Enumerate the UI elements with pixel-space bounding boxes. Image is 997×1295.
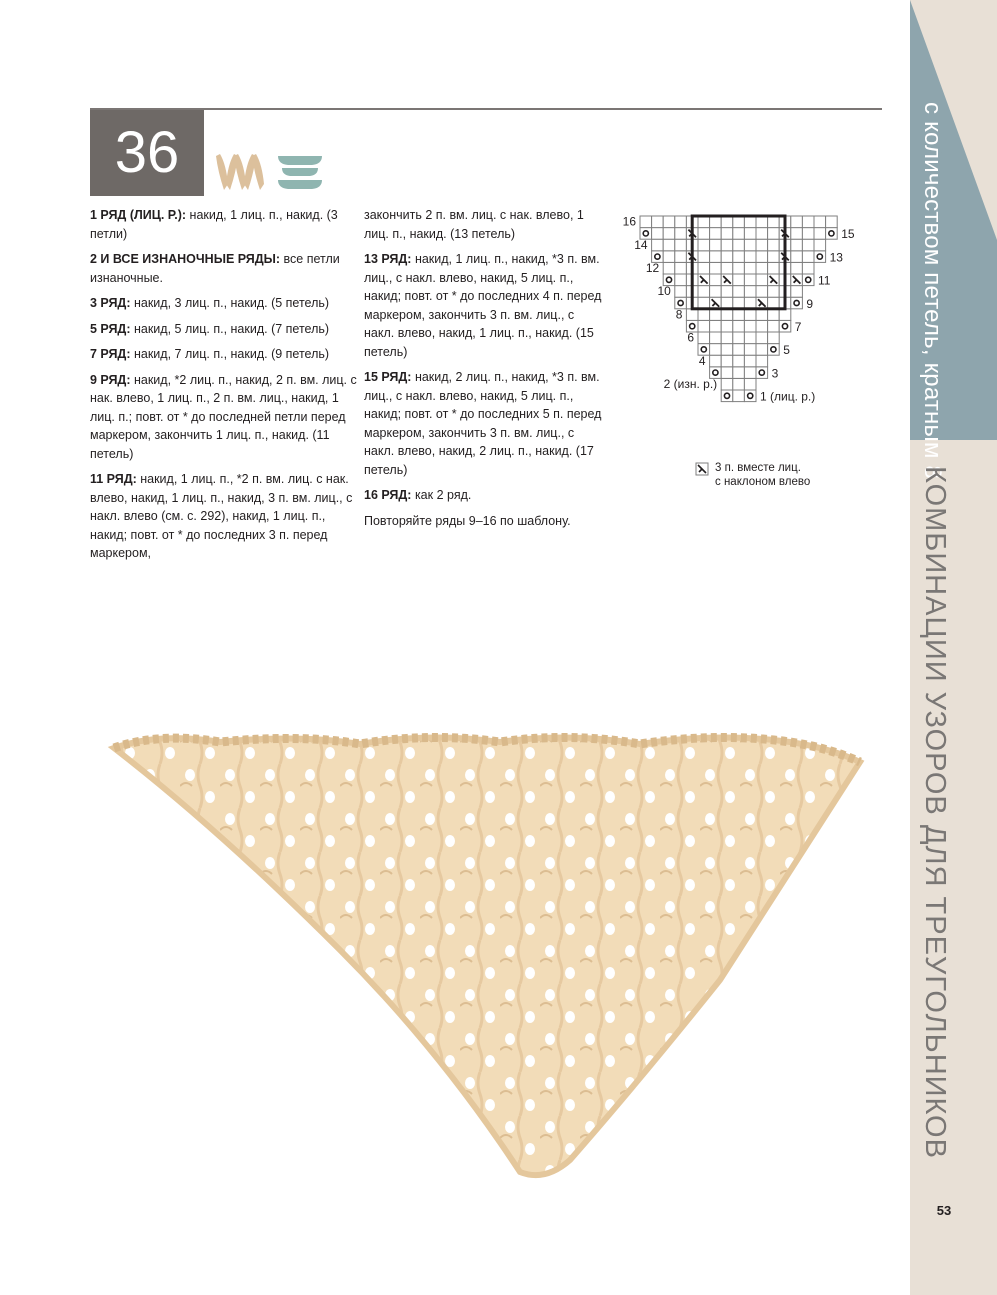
chart-cell — [710, 216, 722, 228]
chart-cell — [802, 216, 814, 228]
chart-cell — [675, 251, 687, 263]
chart-cell — [721, 216, 733, 228]
chart-cell — [744, 262, 756, 274]
row-text: накид, 1 лиц. п., накид, *3 п. вм. лиц., с накл. влево, накид, 5 лиц. п., накид; повт. от * до последних 4 п. перед маркером, закончить 3 п. вм. лиц., с накл. влево, накид, 1 лиц. п., накид. (15 петель) — [364, 252, 602, 359]
instruction-paragraph — [364, 368, 604, 479]
instruction-paragraph — [90, 320, 360, 339]
chart-cell — [721, 286, 733, 298]
chart-cell — [779, 320, 791, 332]
chart-cell — [710, 309, 722, 321]
instructions-column-2 — [364, 206, 604, 537]
instruction-paragraph — [364, 486, 604, 505]
chart-cell — [756, 367, 768, 379]
chart-cell — [675, 239, 687, 251]
row-number-right: 5 — [783, 343, 790, 358]
chart-cell — [768, 320, 780, 332]
row-text: накид, 3 лиц. п., накид. (5 петель) — [130, 296, 330, 310]
row-text: накид, 1 лиц. п., накид. (3 петли) — [90, 208, 338, 241]
row-number-left: 12 — [645, 261, 660, 275]
chart-cell — [710, 320, 722, 332]
chart-cell — [791, 216, 803, 228]
row-label: 3 РЯД: — [90, 296, 131, 310]
chapter-sidebar — [910, 0, 997, 1295]
instruction-paragraph — [364, 512, 604, 531]
chart-cell — [756, 216, 768, 228]
chart-cell — [721, 251, 733, 263]
row-label: 7 РЯД: — [90, 347, 131, 361]
chart-cell — [710, 239, 722, 251]
chart-cell — [652, 216, 664, 228]
sidebar-subtitle: с количеством петель, кратным 8 — [919, 102, 946, 480]
chart-cell — [768, 297, 780, 309]
chart-cell — [698, 309, 710, 321]
chart-cell — [721, 390, 733, 402]
chart-cell — [652, 228, 664, 240]
chart-cell — [756, 228, 768, 240]
chart-cell — [744, 367, 756, 379]
chart-cell — [756, 251, 768, 263]
chart-cell — [721, 378, 733, 390]
chart-cell — [721, 239, 733, 251]
chart-cell — [802, 274, 814, 286]
chart-cell — [756, 344, 768, 356]
instruction-paragraph — [364, 206, 604, 243]
chart-cell — [710, 251, 722, 263]
chart-cell — [710, 344, 722, 356]
chart-cell — [756, 274, 768, 286]
chart-cell — [733, 320, 745, 332]
row-label: 15 РЯД: — [364, 370, 412, 384]
chart-cell — [663, 239, 675, 251]
instructions-column-1 — [90, 206, 360, 570]
chart-cell — [744, 309, 756, 321]
chart-cell — [733, 216, 745, 228]
sidebar-title: КОМБИНАЦИИ УЗОРОВ ДЛЯ ТРЕУГОЛЬНИКОВ — [919, 466, 951, 1159]
page-number: 53 — [936, 1203, 952, 1218]
row-label: 11 РЯД: — [90, 472, 137, 486]
chart-cell — [756, 262, 768, 274]
chart-cell — [733, 309, 745, 321]
row-label: 13 РЯД: — [364, 252, 412, 266]
chart-cell — [686, 309, 698, 321]
row-number-right: 11 — [818, 273, 831, 288]
chart-cell — [675, 216, 687, 228]
chart-cell — [733, 274, 745, 286]
row-number-left: 10 — [657, 284, 671, 299]
row-number-left: 4 — [698, 353, 706, 368]
chart-cell — [826, 216, 838, 228]
row-number-left: 14 — [634, 237, 648, 252]
chart-cell — [698, 216, 710, 228]
row-number-right: 9 — [806, 296, 814, 311]
legend-line-1: 3 п. вместе лиц. — [715, 462, 801, 474]
row-number-left: 8 — [675, 307, 683, 322]
chart-cell — [721, 320, 733, 332]
chart-cell — [768, 239, 780, 251]
chart-cell — [663, 251, 675, 263]
chart-cell — [791, 262, 803, 274]
chart-cell — [768, 251, 780, 263]
chart-cell — [698, 239, 710, 251]
chart-cell — [744, 286, 756, 298]
row-number-right: 15 — [841, 227, 855, 242]
row-number-right: 3 — [771, 366, 779, 381]
chart-cell — [768, 332, 780, 344]
chart-cell — [802, 239, 814, 251]
chart-cell — [756, 286, 768, 298]
row-label: 2 И ВСЕ ИЗНАНОЧНЫЕ РЯДЫ: — [90, 252, 281, 266]
chart-cell — [675, 274, 687, 286]
chart-cell — [710, 286, 722, 298]
pattern-icons — [214, 150, 329, 194]
chart-cell — [791, 251, 803, 263]
chart-cell — [791, 297, 803, 309]
chart-cell — [721, 228, 733, 240]
row-label: 16 РЯД: — [364, 488, 412, 502]
row-text: закончить 2 п. вм. лиц. с нак. влево, 1 лиц. п., накид. (13 петель) — [364, 208, 584, 241]
chart-cell — [802, 251, 814, 263]
chart-cell — [698, 286, 710, 298]
chart-cell — [733, 239, 745, 251]
chart-cell — [721, 262, 733, 274]
chart-cell — [768, 228, 780, 240]
chart-cell — [814, 239, 826, 251]
row-label: 1 РЯД (ЛИЦ. Р.): — [90, 208, 187, 222]
chart-cell — [744, 274, 756, 286]
chart-cell — [744, 378, 756, 390]
chart-cell — [744, 228, 756, 240]
instruction-paragraph — [364, 250, 604, 361]
swatch-shape — [114, 737, 860, 1175]
chart-cell — [710, 274, 722, 286]
chart-cell — [733, 367, 745, 379]
row-number-right: 1 (лиц. р.) — [760, 389, 816, 404]
instruction-paragraph — [90, 371, 360, 464]
row-number-left: 6 — [687, 330, 694, 345]
instruction-paragraph — [90, 206, 360, 243]
chart-cell — [675, 262, 687, 274]
chart-cell — [802, 262, 814, 274]
chart-cell — [733, 251, 745, 263]
chart-cell — [675, 228, 687, 240]
row-number-left: 16 — [622, 214, 636, 229]
chart-cell — [791, 286, 803, 298]
chart-cell — [744, 344, 756, 356]
chart-cell — [814, 251, 826, 263]
chart-cell — [710, 228, 722, 240]
chart-cell — [663, 262, 675, 274]
chart-cell — [721, 367, 733, 379]
chart-cell — [721, 355, 733, 367]
chart-cell — [698, 228, 710, 240]
chart-cell — [721, 332, 733, 344]
chart-cell — [744, 216, 756, 228]
row-label: 5 РЯД: — [90, 321, 131, 336]
chart-cell — [768, 344, 780, 356]
row-label: 9 РЯД: — [90, 372, 131, 387]
chart-cell — [744, 320, 756, 332]
chart-cell — [733, 262, 745, 274]
row-number-right: 13 — [829, 250, 843, 265]
row-text: накид, 7 лиц. п., накид. (9 петель) — [130, 347, 330, 361]
chart-cell — [733, 332, 745, 344]
chart-cell — [756, 309, 768, 321]
chart-cell — [756, 320, 768, 332]
instruction-paragraph — [90, 345, 360, 364]
row-text: как 2 ряд. — [411, 488, 472, 502]
row-text: накид, 2 лиц. п., накид, *3 п. вм. лиц., с накл. влево, накид, 5 лиц. п., накид; повт. от * до последних 5 п. перед маркером, закончить 3 п. вм. лиц., с накл. влево, накид, 2 лиц. п., накид. (17 петель) — [364, 370, 602, 477]
chart-cell — [698, 332, 710, 344]
top-rule — [90, 108, 882, 110]
row-text: все петли изнаночные. — [90, 252, 340, 285]
chart-cell — [663, 228, 675, 240]
chart-cell — [710, 332, 722, 344]
chart-cell — [791, 239, 803, 251]
chart-cell — [744, 251, 756, 263]
chart-cell — [814, 216, 826, 228]
chart-cell — [756, 239, 768, 251]
chart-cell — [791, 228, 803, 240]
chart-cell — [768, 262, 780, 274]
chart-cell — [733, 390, 745, 402]
chart-cell — [698, 297, 710, 309]
knit-stitches-icon — [216, 154, 264, 190]
chart-cell — [698, 320, 710, 332]
chart-cell — [640, 216, 652, 228]
chart-cell — [768, 286, 780, 298]
chart-cell — [698, 251, 710, 263]
row-text: накид, 1 лиц. п., *2 п. вм. лиц. с нак. влево, накид, 1 лиц. п., накид, 3 п. вм. лиц., с накл. влево (см. с. 292), накид, 1 лиц. п., накид; повт. от * до последних 3 п. перед маркером, — [90, 472, 353, 560]
instruction-paragraph — [90, 250, 360, 287]
row-number-right: 7 — [794, 320, 802, 334]
chart-cell — [733, 378, 745, 390]
chart-cell — [826, 228, 838, 240]
chart-cell — [744, 390, 756, 402]
chart-cell — [756, 332, 768, 344]
legend-line-2: с наклоном влево — [715, 476, 811, 488]
chart-cell — [652, 239, 664, 251]
chart-cell — [744, 332, 756, 344]
row-number-left: 2 (изн. р.) — [663, 377, 718, 391]
pattern-number: 36 — [90, 110, 204, 196]
chart-cell — [756, 355, 768, 367]
chart-cell — [710, 355, 722, 367]
instruction-paragraph — [90, 294, 360, 313]
chart-cell — [733, 286, 745, 298]
row-text: накид, 5 лиц. п., накид. (7 петель) — [130, 321, 330, 336]
lace-pattern-icon — [278, 156, 322, 189]
chart-cell — [744, 355, 756, 367]
chart-cell — [675, 286, 687, 298]
chart-cell — [768, 309, 780, 321]
chart-cell — [802, 228, 814, 240]
chart-cell — [768, 216, 780, 228]
instruction-paragraph — [90, 470, 360, 563]
chart-cell — [698, 262, 710, 274]
stitch-chart — [600, 200, 900, 500]
chart-cell — [710, 262, 722, 274]
chart-cell — [733, 297, 745, 309]
chart-cell — [663, 216, 675, 228]
chart-cell — [733, 355, 745, 367]
row-text: Повторяйте ряды 9–16 по шаблону. — [364, 513, 571, 528]
chart-cell — [721, 344, 733, 356]
chart-cell — [721, 309, 733, 321]
chart-cell — [733, 344, 745, 356]
chart-cell — [814, 228, 826, 240]
row-text: накид, *2 лиц. п., накид, 2 п. вм. лиц. с нак. влево, 1 лиц. п., 2 п. вм. лиц., накид, 1 лиц. п.; повт. от * до последней петли перед маркером, закончить 1 лиц. п., накид. (11 петель) — [90, 372, 357, 461]
chart-cell — [744, 297, 756, 309]
knitted-swatch-photo — [100, 720, 870, 1190]
chart-cell — [779, 309, 791, 321]
chart-cell — [733, 228, 745, 240]
chart-cell — [721, 297, 733, 309]
chart-cell — [744, 239, 756, 251]
